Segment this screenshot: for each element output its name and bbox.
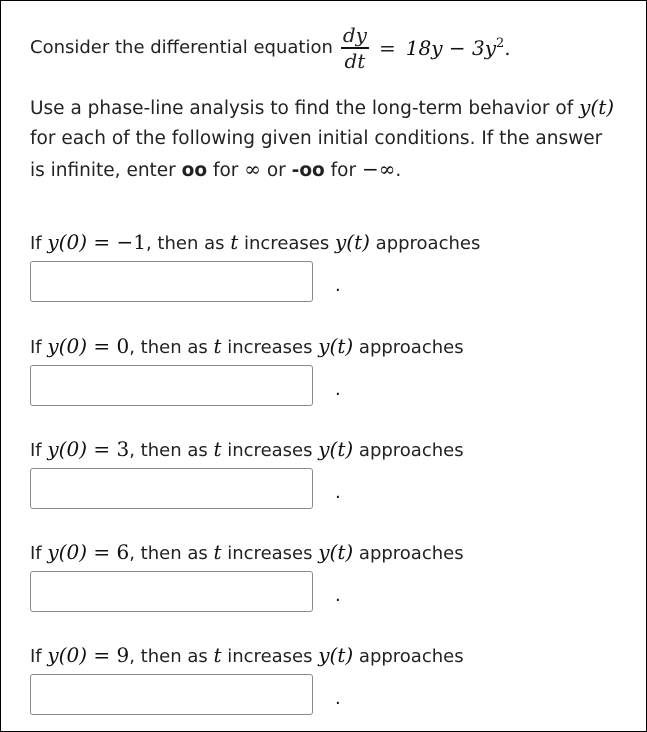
q-t: t <box>213 334 222 358</box>
answer-input-5[interactable] <box>30 674 313 715</box>
q-text: If <box>30 233 48 254</box>
answer-period-3: . <box>335 482 341 503</box>
instructions-paragraph <box>30 92 620 186</box>
instructions-text: for each of the following given initial conditions. If the answer is infinite, enter <box>30 128 603 181</box>
fraction-denominator: dt <box>344 48 366 73</box>
q-text: increases <box>221 646 319 667</box>
q-text: , then as <box>129 646 214 667</box>
q-text: approaches <box>353 646 464 667</box>
q-initial-value: 0 <box>116 334 130 358</box>
q-initial-value: 9 <box>116 643 130 667</box>
equation-end-punct: . <box>504 35 511 60</box>
q-yt: y(t) <box>318 334 354 358</box>
q-text: approaches <box>353 440 464 461</box>
q-text: If <box>30 543 48 564</box>
answer-period-1: . <box>335 275 341 296</box>
q-text: , then as <box>145 233 231 254</box>
q-text: If <box>30 646 48 667</box>
neg-infinity-symbol: −∞ <box>361 157 396 181</box>
q-text: , then as <box>129 543 214 564</box>
q-y0: y(0) <box>47 540 88 564</box>
q-text: approaches <box>353 337 464 358</box>
fraction-numerator: dy <box>342 23 367 47</box>
instructions-yt: y(t) <box>579 95 615 119</box>
answer-period-5: . <box>335 688 341 709</box>
neg-oo-code: -oo <box>291 160 325 181</box>
equation-rhs-power: 2 <box>496 35 505 51</box>
question-5-label <box>30 640 464 672</box>
instructions-text: for <box>324 160 362 181</box>
derivative-fraction <box>341 23 369 73</box>
q-text: increases <box>238 233 335 254</box>
q-yt: y(t) <box>334 230 370 254</box>
answer-input-4[interactable] <box>30 571 313 612</box>
q-yt: y(t) <box>318 643 354 667</box>
q-initial-value: 6 <box>116 540 130 564</box>
q-y0: y(0) <box>47 230 88 254</box>
q-y0: y(0) <box>47 334 88 358</box>
q-t: t <box>213 643 222 667</box>
q-text: approaches <box>369 233 481 254</box>
q-text: increases <box>221 337 319 358</box>
q-t: t <box>213 437 222 461</box>
answer-input-1[interactable] <box>30 261 313 302</box>
q-t: t <box>230 230 239 254</box>
question-2-label <box>30 331 464 363</box>
equation-rhs: 18y − 3y <box>405 35 496 60</box>
answer-period-4: . <box>335 585 341 606</box>
instructions-text: for <box>207 160 245 181</box>
q-yt: y(t) <box>318 437 354 461</box>
answer-period-2: . <box>335 379 341 400</box>
q-text: If <box>30 337 48 358</box>
answer-input-3[interactable] <box>30 468 313 509</box>
q-eq: = <box>87 643 117 667</box>
instructions-text: Use a phase-line analysis to find the long-term behavior of <box>30 98 580 119</box>
question-4-label <box>30 537 464 569</box>
infinity-symbol: ∞ <box>244 157 261 181</box>
q-text: approaches <box>353 543 464 564</box>
q-text: If <box>30 440 48 461</box>
q-initial-value: −1 <box>116 230 146 254</box>
instructions-text: . <box>395 160 402 181</box>
q-eq: = <box>87 334 117 358</box>
q-text: increases <box>221 440 319 461</box>
answer-input-2[interactable] <box>30 365 313 406</box>
equation-line <box>30 23 511 73</box>
q-y0: y(0) <box>47 643 88 667</box>
q-initial-value: 3 <box>116 437 130 461</box>
equals-sign: = <box>378 35 396 60</box>
q-eq: = <box>87 540 117 564</box>
q-text: , then as <box>129 337 214 358</box>
question-3-label <box>30 434 464 466</box>
q-eq: = <box>87 437 117 461</box>
intro-lead-text: Consider the differential equation <box>30 36 333 58</box>
q-eq: = <box>87 230 117 254</box>
q-t: t <box>213 540 222 564</box>
q-yt: y(t) <box>318 540 354 564</box>
q-y0: y(0) <box>47 437 88 461</box>
q-text: increases <box>221 543 319 564</box>
instructions-text: or <box>260 160 292 181</box>
q-text: , then as <box>129 440 214 461</box>
oo-code: oo <box>181 160 208 181</box>
question-1-label <box>30 227 480 259</box>
